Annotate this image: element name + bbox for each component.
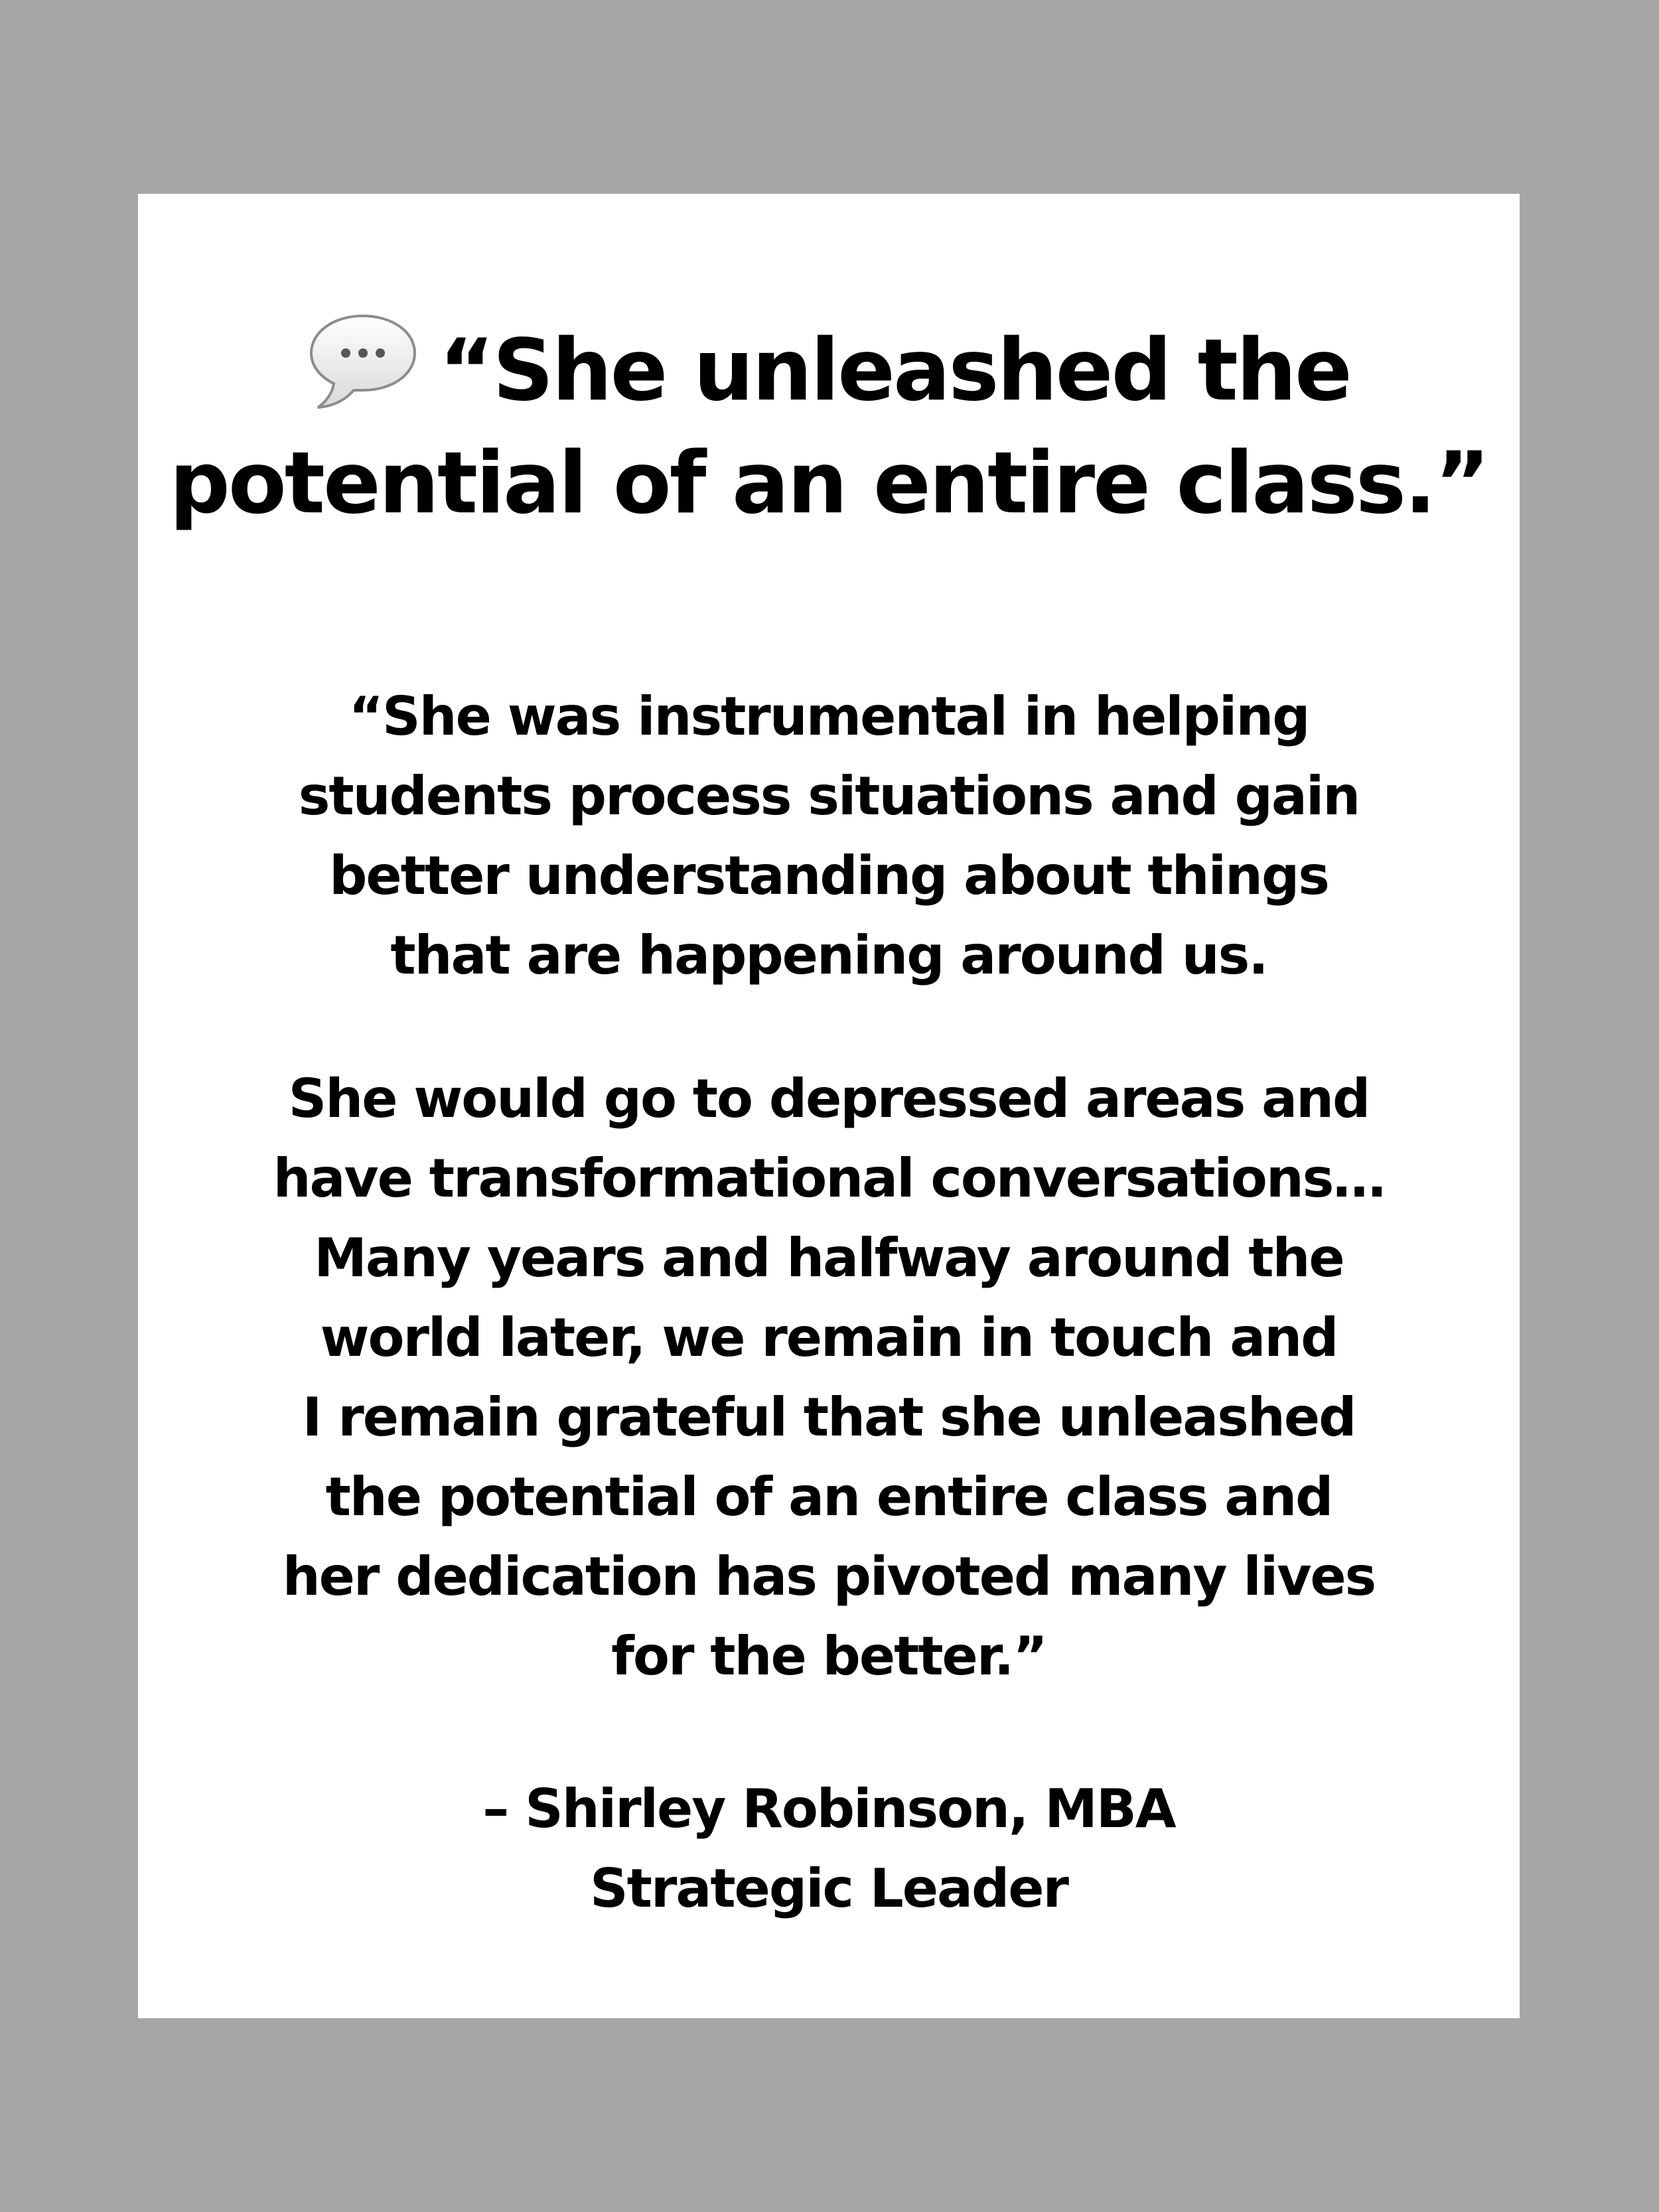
paragraph-1-line: that are happening around us. bbox=[390, 924, 1267, 986]
testimonial-paragraph-1 bbox=[138, 677, 1520, 995]
paragraph-1-line: students process situations and gain bbox=[298, 765, 1360, 827]
attribution-name: – Shirley Robinson, MBA bbox=[482, 1778, 1175, 1840]
testimonial-paragraph-2 bbox=[138, 1059, 1520, 1696]
paragraph-2-line: world later, we remain in touch and bbox=[320, 1307, 1338, 1368]
paragraph-2-line: the potential of an entire class and bbox=[325, 1466, 1333, 1528]
testimonial-card bbox=[138, 194, 1520, 2018]
paragraph-1-line: “She was instrumental in helping bbox=[348, 686, 1309, 747]
paragraph-2-line: have transformational conversations… bbox=[273, 1147, 1385, 1209]
attribution bbox=[138, 1769, 1520, 1929]
headline bbox=[138, 312, 1520, 540]
paragraph-2-line: She would go to depressed areas and bbox=[288, 1068, 1370, 1130]
paragraph-2-line: her dedication has pivoted many lives bbox=[282, 1546, 1376, 1607]
attribution-role: Strategic Leader bbox=[590, 1858, 1068, 1919]
paragraph-2-line: Many years and halfway around the bbox=[314, 1227, 1344, 1289]
speech-bubble-icon bbox=[307, 312, 419, 411]
headline-text-1: “She unleashed the bbox=[439, 321, 1350, 420]
paragraph-2-line: for the better.” bbox=[611, 1625, 1046, 1687]
headline-line-1 bbox=[138, 312, 1520, 427]
headline-line-2: potential of an entire class.” bbox=[169, 434, 1488, 533]
paragraph-2-line: I remain grateful that she unleashed bbox=[302, 1386, 1356, 1448]
paragraph-1-line: better understanding about things bbox=[329, 845, 1329, 907]
